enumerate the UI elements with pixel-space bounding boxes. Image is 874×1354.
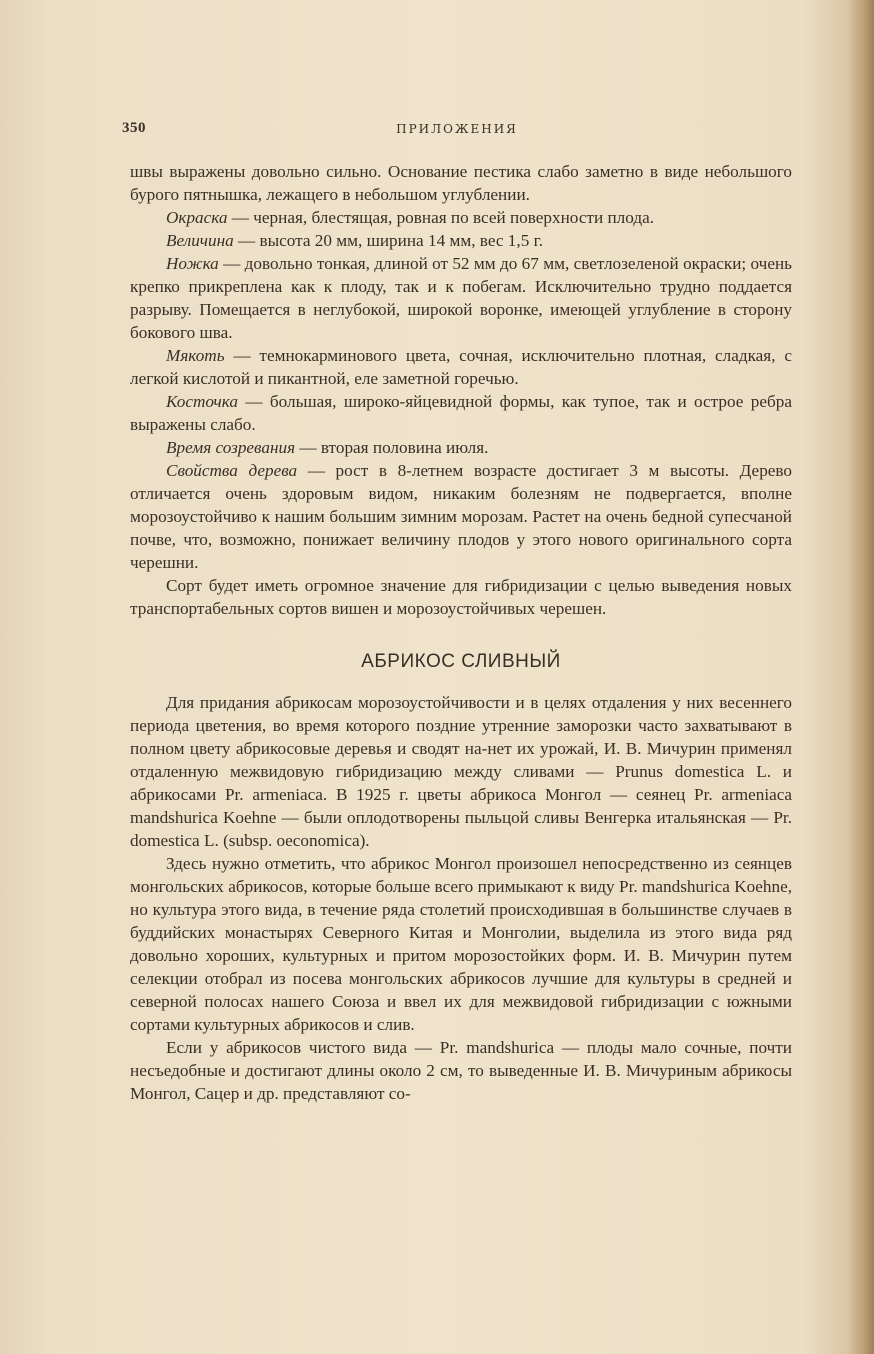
section-paragraph: Для придания абрикосам морозоустойчивости и в целях отдаления у них весеннего периода цветения, во время которого поздние утренние заморозки часто захватывают в полном цвету абрикосовые деревья и сводят на-нет их урожай, И. В. Мичурин применял отдаленную межвидовую гибридизацию между сливами — Prunus domestica L. и абрикосами Pr. armeniaca. В 1925 г. цветы абрикоса Монгол — сеянец Pr. armeniaca mandshurica Koehne — были оплодотворены пыльцой сливы Венгерка итальянская — Pr. domestica L. (subsp. oeconomica). (130, 693, 792, 850)
term-text: — большая, широко-яйцевидной формы, как тупое, так и острое ребра выражены слабо. (130, 392, 792, 434)
term-label: Величина (166, 231, 234, 250)
paragraph-significance: Сорт будет иметь огромное значение для гибридизации с целью выведения новых транспортабельных сортов вишен и морозоустойчивых черешен. (130, 576, 792, 618)
term-text: — темнокарминового цвета, сочная, исключительно плотная, сладкая, с легкой кислотой и пикантной, еле заметной горечью. (130, 346, 792, 388)
term-text: — вторая половина июля. (295, 438, 489, 457)
paragraph-ripening (130, 436, 792, 459)
term-text: — рост в 8-летнем возрасте достигает 3 м высоты. Дерево отличается очень здоровым видом, никаким болезням не подвергается, вполне морозоустойчиво к нашим большим зимним морозам. Растет на очень бедной супесчаной почве, что, возможно, понижает величину плодов у этого нового оригинального сорта черешни. (130, 461, 793, 572)
paragraph-flesh (130, 344, 792, 390)
section-paragraph: Здесь нужно отметить, что абрикос Монгол произошел непосредственно из сеянцев монгольских абрикосов, которые больше всего примыкают к виду Pr. mandshurica Koehne, но культура этого вида, в течение ряда столетий происходившая в большинстве случаев в буддийских монастырях Северного Китая и Монголии, выделила из этого вида ряд довольно хороших, культурных и притом морозостойких форм. И. В. Мичурин путем селекции отобрал из посева монгольских абрикосов лучшие для культуры в средней и северной полосах нашего Союза и ввел их для межвидовой гибридизации с южными сортами культурных абрикосов и слив. (130, 854, 792, 1034)
paragraph-continuation: швы выражены довольно сильно. Основание пестика слабо заметно в виде небольшого бурого пятнышка, лежащего в небольшом углублении. (130, 162, 792, 204)
term-label: Косточка (166, 392, 238, 411)
paragraph-stem (130, 252, 792, 344)
paragraph-stone (130, 390, 792, 436)
section-paragraph: Если у абрикосов чистого вида — Pr. mandshurica — плоды мало сочные, почти несъедобные и достигают длины около 2 см, то выведенные И. В. Мичуриным абрикосы Монгол, Сацер и др. представляют со- (130, 1038, 792, 1103)
section-title: АБРИКОС СЛИВНЫЙ (361, 651, 561, 672)
running-head: ПРИЛОЖЕНИЯ (396, 122, 518, 136)
paragraph-size (130, 229, 792, 252)
term-label: Окраска (166, 208, 228, 227)
page-body (130, 160, 792, 1105)
page-edge-shadow (848, 0, 874, 1354)
paragraph-color (130, 206, 792, 229)
paragraph-tree-properties (130, 459, 792, 574)
page-header (122, 120, 792, 142)
term-label: Мякоть (166, 346, 225, 365)
term-text: — высота 20 мм, ширина 14 мм, вес 1,5 г. (233, 231, 543, 250)
term-label: Ножка (166, 254, 219, 273)
page-number: 350 (122, 120, 146, 136)
term-text: — довольно тонкая, длиной от 52 мм до 67 мм, светлозеленой окраски; очень крепко прикреплена как к плоду, так и к побегам. Исключительно трудно поддается разрыву. Помещается в неглубокой, широкой воронке, имеющей углубление в сторону бокового шва. (130, 254, 792, 342)
term-label: Свойства дерева (166, 461, 298, 480)
term-label: Время созревания (166, 438, 296, 457)
term-text: — черная, блестящая, ровная по всей поверхности плода. (227, 208, 655, 227)
